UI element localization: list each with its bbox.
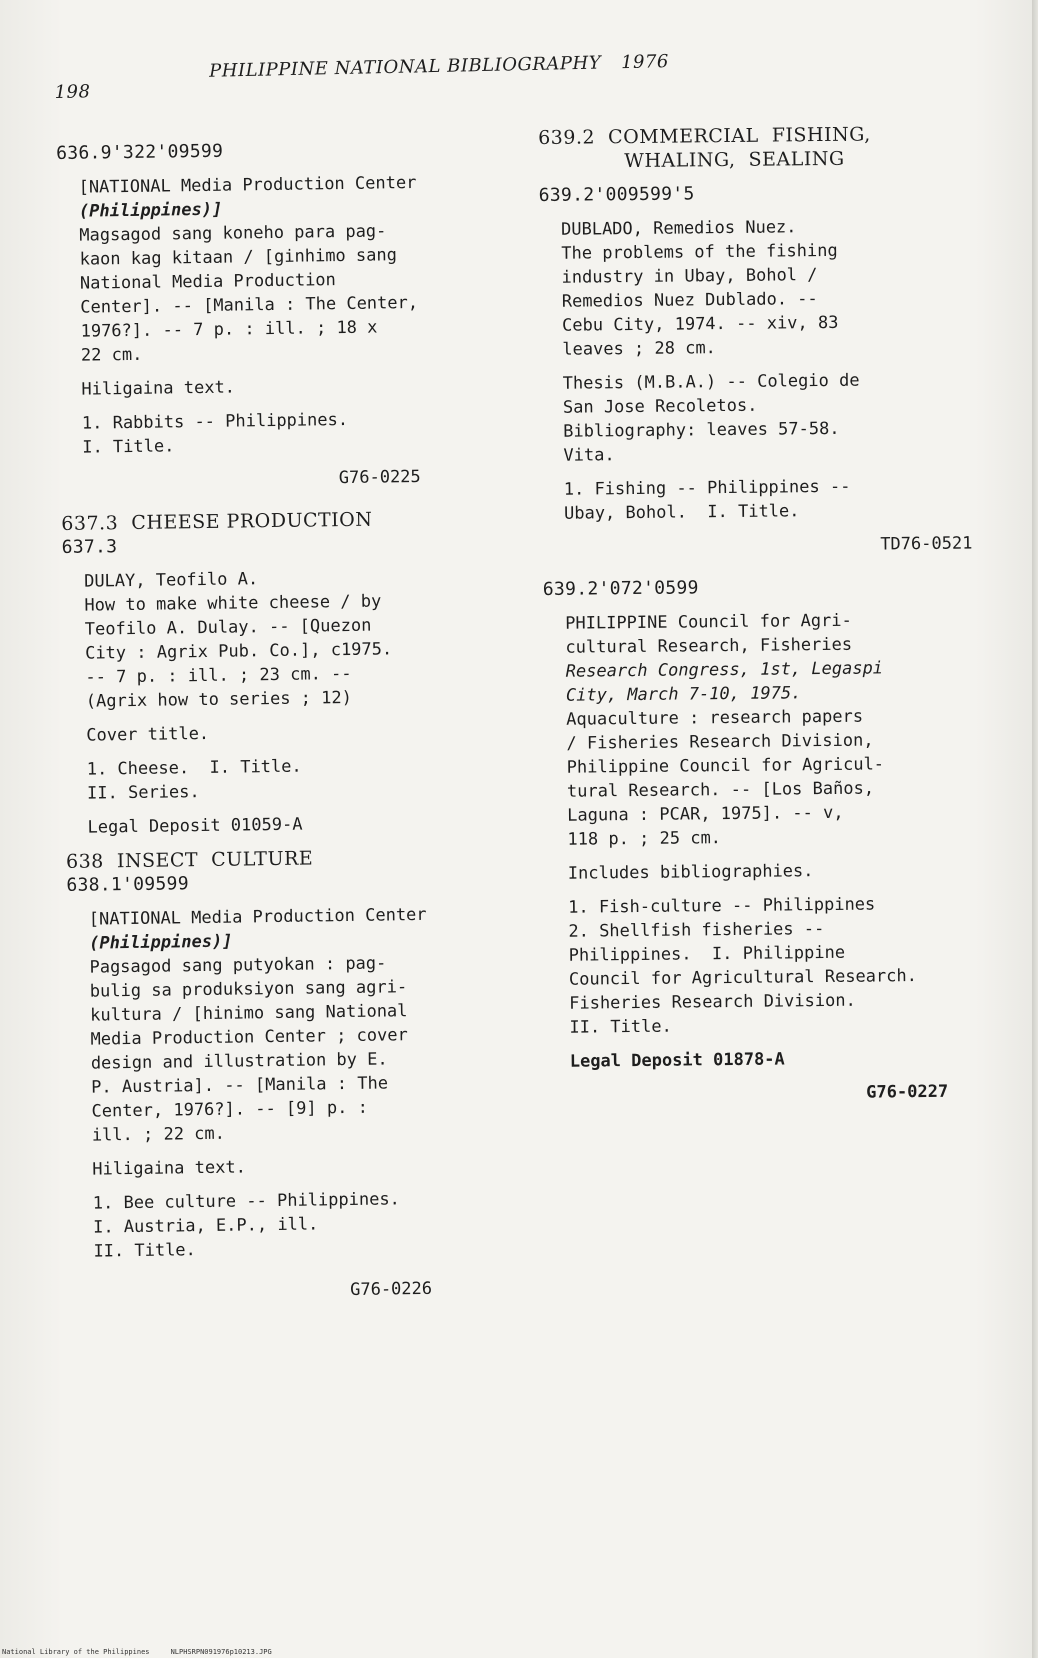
entry-line: / Fisheries Research Division, bbox=[566, 730, 874, 754]
entry-line: Research Congress, 1st, Legaspi bbox=[565, 658, 884, 682]
entry-line: Pagsagod sang putyokan : pag- bbox=[89, 953, 387, 978]
subject-line: Ubay, Bohol. I. Title. bbox=[563, 501, 800, 524]
entry-line: leaves ; 28 cm. bbox=[562, 338, 716, 360]
entry-body bbox=[67, 902, 513, 1306]
entry-note: Thesis (M.B.A.) -- Colegio de bbox=[562, 370, 860, 394]
subject-line: 1. Fish-culture -- Philippines bbox=[568, 894, 876, 918]
entry-body bbox=[543, 607, 1018, 1108]
entry-note: Bibliography: leaves 57-58. bbox=[563, 418, 840, 442]
entry-line: P. Austria]. -- [Manila : The bbox=[91, 1073, 389, 1098]
class-number: 639.2'072'0599 bbox=[542, 577, 699, 600]
accession-number: G76-0226 bbox=[350, 1278, 433, 1301]
subject-line: 1. Fishing -- Philippines -- bbox=[563, 476, 851, 500]
subject-line: I. Title. bbox=[82, 436, 175, 458]
entry-body bbox=[62, 564, 506, 840]
entry-line: Teofilo A. Dulay. -- [Quezon bbox=[84, 615, 372, 640]
header-year: 1976 bbox=[620, 51, 670, 74]
subject-line: 2. Shellfish fisheries -- bbox=[568, 919, 825, 942]
entry-line: PHILIPPINE Council for Agri- bbox=[565, 610, 852, 634]
entry-639-2-a bbox=[539, 179, 1013, 560]
entry-line: Cebu City, 1974. -- xiv, 83 bbox=[561, 312, 839, 336]
entry-line: Aquaculture : research papers bbox=[566, 706, 864, 730]
accession-number: G76-0225 bbox=[338, 466, 421, 489]
entry-body bbox=[539, 213, 1013, 560]
subject-line: Council for Agricultural Research. bbox=[568, 966, 918, 990]
entry-line: Laguna : PCAR, 1975]. -- v, bbox=[567, 802, 844, 826]
accession-number: TD76-0521 bbox=[880, 533, 973, 555]
entry-line: Philippine Council for Agricul- bbox=[566, 754, 885, 778]
entry-line: Magsagod sang koneho para pag- bbox=[79, 221, 387, 246]
entry-line: tural Research. -- [Los Baños, bbox=[566, 778, 875, 802]
entry-note: Hiligaina text. bbox=[92, 1157, 247, 1180]
entry-line: kaon kag kitaan / [ginhimo sang bbox=[79, 245, 398, 270]
entry-line: National Media Production bbox=[79, 270, 336, 294]
page-number: 198 bbox=[54, 81, 91, 103]
entry-line: kultura / [hinimo sang National bbox=[90, 1001, 408, 1026]
entry-line: Center, 1976?]. -- [9] p. : bbox=[91, 1097, 368, 1122]
class-number: 636.9'322'09599 bbox=[56, 140, 224, 164]
running-title: PHILIPPINE NATIONAL BIBLIOGRAPHY bbox=[208, 52, 602, 82]
entry-line: (Agrix how to series ; 12) bbox=[85, 687, 353, 712]
subject-line: II. Title. bbox=[569, 1016, 672, 1038]
entry-note: Hiligaina text. bbox=[81, 377, 236, 400]
entry-line: 118 p. ; 25 cm. bbox=[567, 828, 722, 850]
right-column bbox=[538, 121, 1018, 1108]
class-number: 639.2'009599'5 bbox=[538, 183, 695, 206]
entry-line: design and illustration by E. bbox=[90, 1049, 388, 1074]
section-number: 638 bbox=[65, 850, 104, 873]
section-number: 637.3 bbox=[61, 512, 119, 535]
section-number: 639.2 bbox=[538, 126, 596, 149]
accession-number: G76-0227 bbox=[866, 1081, 949, 1103]
entry-line: DULAY, Teofilo A. bbox=[84, 569, 259, 592]
entry-line: The problems of the fishing bbox=[561, 240, 838, 264]
entry-line: industry in Ubay, Bohol / bbox=[561, 265, 818, 288]
legal-deposit: Legal Deposit 01878-A bbox=[569, 1049, 785, 1072]
section-639 bbox=[538, 121, 1008, 174]
entry-line: How to make white cheese / by bbox=[84, 591, 382, 616]
entry-line: City : Agrix Pub. Co.], c1975. bbox=[85, 639, 393, 664]
subject-line: 1. Rabbits -- Philippines. bbox=[81, 409, 349, 434]
class-number: 638.1'09599 bbox=[66, 873, 190, 896]
entry-note: San Jose Recoletos. bbox=[562, 395, 758, 418]
class-number: 637.3 bbox=[61, 536, 118, 558]
section-label: INSECT CULTURE bbox=[116, 847, 314, 873]
entry-636 bbox=[56, 136, 501, 494]
entry-body bbox=[56, 170, 500, 494]
entry-line: (Philippines)] bbox=[89, 931, 233, 954]
scan-footer: National Library of the Philippines NLPHSRPN091976p10213.JPG bbox=[2, 1648, 272, 1656]
section-label-cont: WHALING, SEALING bbox=[624, 147, 845, 173]
left-column bbox=[56, 136, 512, 1306]
entry-line: 1976?]. -- 7 p. : ill. ; 18 x bbox=[80, 317, 378, 342]
subject-line: I. Austria, E.P., ill. bbox=[93, 1214, 319, 1238]
legal-deposit: Legal Deposit 01059-A bbox=[87, 814, 303, 838]
entry-line: [NATIONAL Media Production Center bbox=[78, 172, 417, 198]
entry-639-2-b bbox=[543, 573, 1019, 1108]
entry-line: cultural Research, Fisheries bbox=[565, 634, 853, 658]
entry-line: DUBLADO, Remedios Nuez. bbox=[560, 217, 797, 240]
subject-line: Philippines. I. Philippine bbox=[568, 942, 846, 966]
entry-line: Media Production Center ; cover bbox=[90, 1025, 408, 1050]
subject-line: II. Title. bbox=[93, 1240, 196, 1262]
page-edge bbox=[1032, 0, 1038, 1658]
entry-note: Vita. bbox=[563, 445, 615, 466]
entry-line: bulig sa produksiyon sang agri- bbox=[89, 977, 408, 1002]
entry-line: Center]. -- [Manila : The Center, bbox=[80, 292, 419, 318]
entry-line: 22 cm. bbox=[80, 344, 143, 366]
entry-note: Cover title. bbox=[86, 723, 210, 746]
section-label: CHEESE PRODUCTION bbox=[131, 508, 373, 534]
entry-note: Includes bibliographies. bbox=[567, 861, 814, 884]
entry-line: (Philippines)] bbox=[78, 199, 223, 222]
entry-638 bbox=[66, 868, 512, 1306]
entry-line: [NATIONAL Media Production Center bbox=[88, 904, 427, 930]
subject-line: 1. Cheese. I. Title. bbox=[86, 756, 302, 780]
entry-line: ill. ; 22 cm. bbox=[91, 1123, 226, 1146]
subject-line: Fisheries Research Division. bbox=[569, 990, 856, 1014]
entry-line: City, March 7-10, 1975. bbox=[565, 683, 802, 706]
entry-637 bbox=[62, 530, 506, 840]
subject-line: II. Series. bbox=[86, 782, 200, 804]
entry-line: Remedios Nuez Dublado. -- bbox=[561, 289, 818, 312]
section-label: COMMERCIAL FISHING, bbox=[608, 123, 871, 149]
subject-line: 1. Bee culture -- Philippines. bbox=[92, 1189, 400, 1214]
entry-line: -- 7 p. : ill. ; 23 cm. -- bbox=[85, 663, 352, 688]
